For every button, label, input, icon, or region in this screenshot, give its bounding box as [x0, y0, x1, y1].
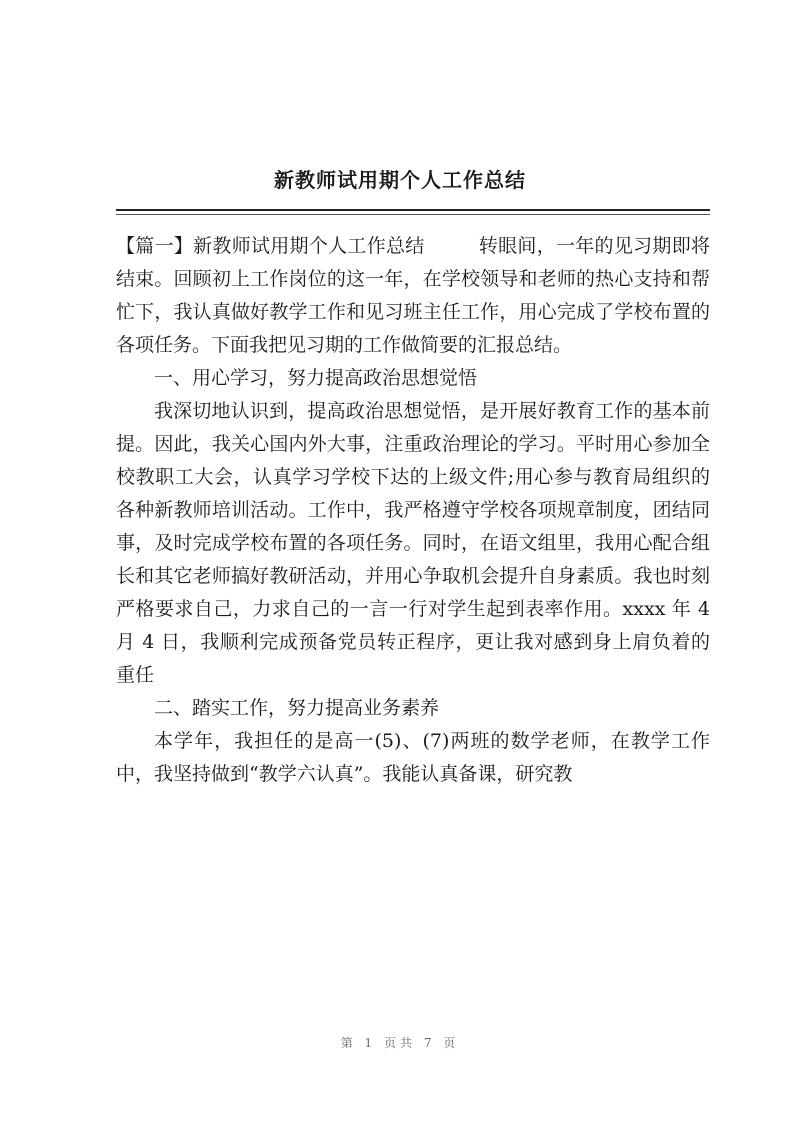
page-footer: 第 1 页共 7 页: [340, 1036, 460, 1050]
document-body: [116, 230, 710, 791]
intro-text: 转眼间，一年的见习期即将结束。回顾初上工作岗位的这一年，在学校领导和老师的热心支持和帮忙下，我认真做好教学工作和见习班主任工作，用心完成了学校布置的各项任务。下面我把见习期的工作做简要的汇报总结。: [116, 235, 710, 356]
document-title: 新教师试用期个人工作总结: [274, 168, 526, 192]
paragraph-study: 我深切地认识到，提高政治思想觉悟，是开展好教育工作的基本前提。因此，我关心国内外大事，注重政治理论的学习。平时用心参加全校教职工大会，认真学习学校下达的上级文件;用心参与教育局组织的各种新教师培训活动。工作中，我严格遵守学校各项规章制度，团结同事，及时完成学校布置的各项任务。同时，在语文组里，我用心配合组长和其它老师搞好教研活动，并用心争取机会提升自身素质。我也时刻严格要求自己，力求自己的一言一行对学生起到表率作用。xxxx 年 4 月 4 日，我顺利完成预备党员转正程序，更让我对感到身上肩负着的重任: [116, 400, 710, 686]
section-heading-1: 一、用心学习，努力提高政治思想觉悟: [154, 367, 478, 389]
intro-lead: 【篇一】新教师试用期个人工作总结: [116, 235, 425, 257]
section-heading-2: 二、踏实工作，努力提高业务素养: [154, 697, 440, 719]
paragraph-intro: [116, 230, 710, 362]
title-divider-thin: [116, 214, 710, 215]
paragraph-work: 本学年，我担任的是高一(5)、(7)两班的数学老师，在教学工作中，我坚持做到“教学六认真”。我能认真备课，研究教: [116, 730, 710, 785]
title-divider: [116, 209, 710, 211]
